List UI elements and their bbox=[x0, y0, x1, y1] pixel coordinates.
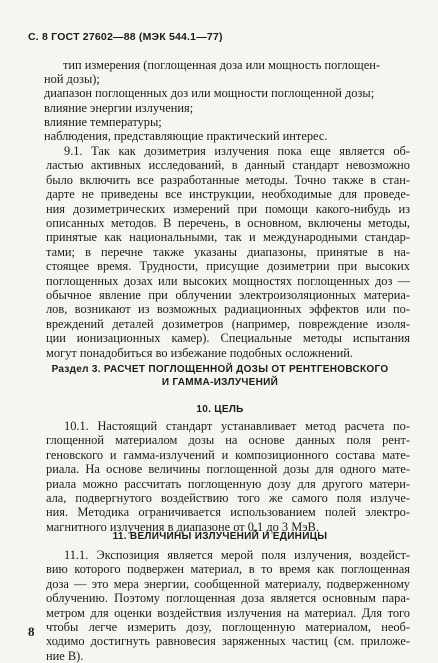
list-item: ной дозы); bbox=[44, 72, 100, 87]
paragraph-line: вию которого подвержен материал, в то время как поглощенная bbox=[46, 562, 410, 577]
paragraph-line: описанных методов. В перечень, в основном, включены методы, bbox=[46, 216, 410, 231]
paragraph-line: лов, возникают из возможных радиационных эффектов или по- bbox=[46, 302, 410, 317]
paragraph-line: метром для оценки воздействия излучения на материал. Для того bbox=[46, 605, 410, 620]
clause-11-heading: 11. ВЕЛИЧИНЫ ИЗЛУЧЕНИЙ И ЕДИНИЦЫ bbox=[112, 531, 328, 542]
paragraph-line: магнитного излучения в диапазоне от 0,1 до 3 МэВ. bbox=[46, 519, 319, 534]
paragraph-line: 10.1. Настоящий стандарт устанавливает метод расчета по- bbox=[64, 419, 410, 433]
list-item: тип измерения (поглощенная доза или мощность поглощен- bbox=[63, 58, 380, 72]
page-header: С. 8 ГОСТ 27602—88 (МЭК 544.1—77) bbox=[28, 31, 223, 43]
paragraph-line: 9.1. Так как дозиметрия излучения пока еще является об- bbox=[64, 144, 410, 158]
paragraph-line: 11.1. Экспозиция является мерой поля излучения, воздейст- bbox=[64, 548, 410, 562]
paragraph-line: облучению. Поэтому поглощенная доза является основным пара- bbox=[46, 591, 410, 606]
list-item: влияние энергии излучения; bbox=[44, 100, 194, 115]
paragraph-line: вреждений деталей дозиметров (например, повреждение изоля- bbox=[46, 316, 410, 331]
paragraph-10-1 bbox=[46, 419, 410, 534]
paragraph-line: обычное явление при облучении электроизоляционных материа- bbox=[46, 288, 410, 303]
paragraph-9-1 bbox=[46, 144, 410, 360]
paragraph-line: было включить все разработанные методы. Точно также в стан- bbox=[46, 172, 410, 187]
paragraph-line: геновского и гамма-излучений и композиционного состава мате- bbox=[46, 447, 410, 462]
paragraph-line: ния дозиметрических измерений при помощи какого-нибудь из bbox=[46, 201, 410, 216]
paragraph-line: чтобы легче измерить дозу, поглощенную материалом, необ- bbox=[46, 620, 410, 635]
paragraph-line: дарте не приведены все инструкции, необходимые для проведе- bbox=[46, 187, 410, 202]
criteria-list bbox=[44, 58, 410, 143]
paragraph-line: могут понадобиться во избежание подобных осложнений. bbox=[46, 345, 354, 360]
section-3-line-1: Раздел 3. РАСЧЕТ ПОГЛОЩЕННОЙ ДОЗЫ ОТ РЕНТГЕНОВСКОГО bbox=[51, 364, 389, 375]
paragraph-11-1 bbox=[46, 548, 410, 663]
paragraph-line: риала. На основе величины поглощенной дозы для одного мате- bbox=[46, 462, 410, 477]
section-3-heading bbox=[30, 363, 410, 389]
paragraph-line: стоящее время. Трудности, присущие дозиметрии при высоких bbox=[46, 259, 410, 274]
list-item: диапазон поглощенных доз или мощности поглощенной дозы; bbox=[44, 86, 375, 101]
paragraph-line: ала, подвергнутого воздействию того же самого поля излуче- bbox=[46, 491, 410, 506]
list-item: влияние температуры; bbox=[44, 114, 162, 129]
paragraph-line: ние В). bbox=[46, 648, 84, 663]
clause-10-heading: 10. ЦЕЛЬ bbox=[196, 404, 244, 415]
paragraph-line: ции ионизационных камер). Специальные методы испытания bbox=[46, 331, 410, 346]
paragraph-line: доза — это мера энергии, сообщенной материалу, подверженному bbox=[46, 576, 410, 591]
list-item: наблюдения, представляющие практический интерес. bbox=[44, 129, 328, 144]
paragraph-line: ния. Методика ограничивается использованием полей электро- bbox=[46, 505, 410, 520]
paragraph-line: принятые как национальными, так и международными стандар- bbox=[46, 230, 410, 245]
paragraph-line: тами; в перечне также указаны диапазоны, принятые в на- bbox=[46, 244, 410, 259]
paragraph-line: ходимо достигнуть равновесия заряженных частиц (см. приложе- bbox=[46, 634, 410, 649]
paragraph-line: ластью активных исследований, в данный стандарт невозможно bbox=[46, 158, 410, 173]
paragraph-line: глощенной материалом дозы на основе данных поля рент- bbox=[46, 433, 410, 448]
paragraph-line: риала можно рассчитать поглощенную дозу для другого матери- bbox=[46, 476, 410, 491]
section-3-line-2: И ГАММА-ИЗЛУЧЕНИЙ bbox=[161, 377, 279, 388]
paragraph-line: поглощенных дозах или высоких мощностях поглощенных доз — bbox=[46, 273, 410, 288]
page-number: 8 bbox=[28, 624, 35, 639]
